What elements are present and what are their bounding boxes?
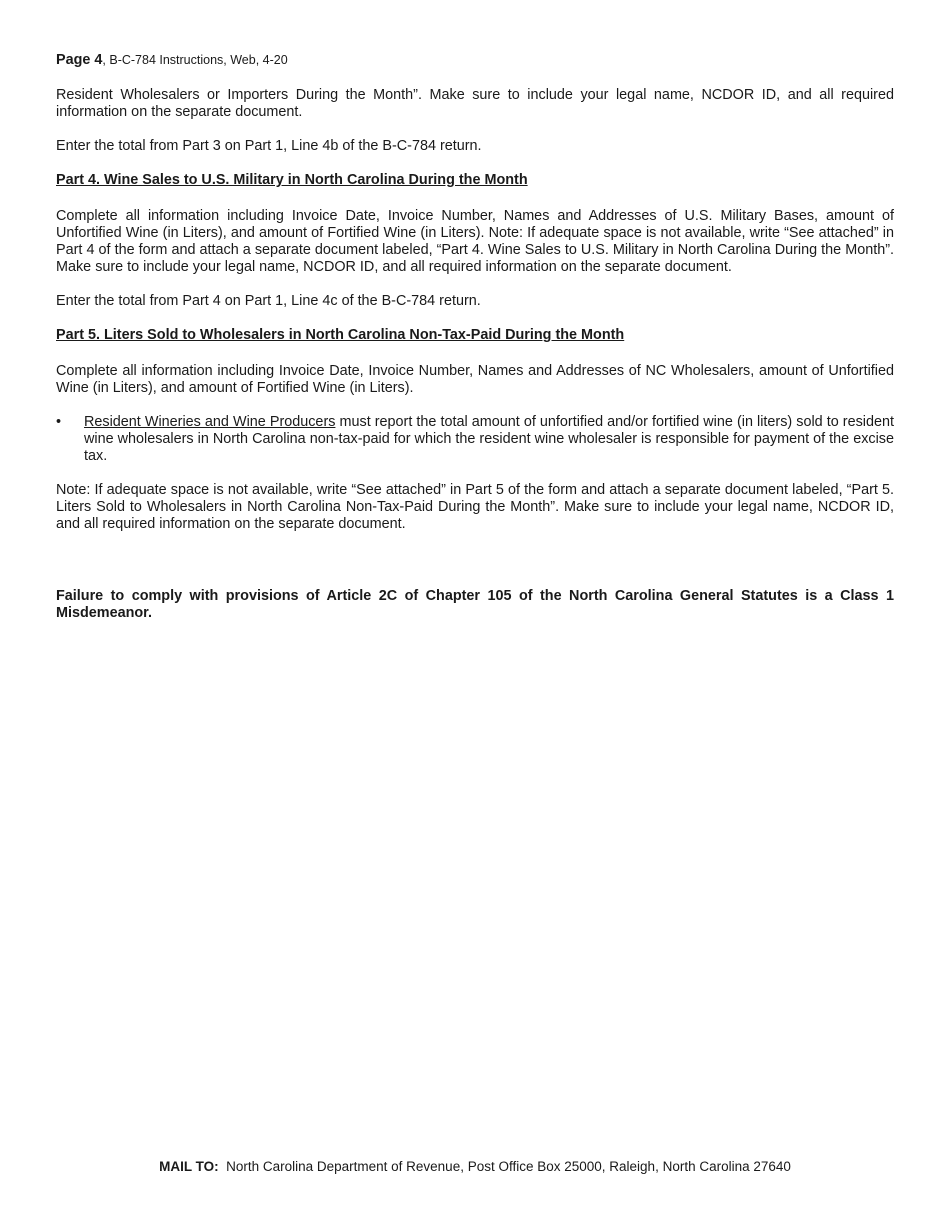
part4-total-instruction: Enter the total from Part 4 on Part 1, Line 4c of the B-C-784 return. (56, 293, 481, 309)
misdemeanor-warning: Failure to comply with provisions of Article 2C of Chapter 105 of the North Carolina General Statutes is a Class 1 Misdemeanor. (56, 588, 894, 621)
document-page (56, 52, 894, 639)
bullet-text: must report the total amount of unfortified and/or fortified wine (in liters) sold to resident wine wholesalers in North Carolina non-tax-paid for which the resident wine wholesaler is responsible for payment of the excise tax. (84, 414, 894, 464)
bullet-lead-term: Resident Wineries and Wine Producers (84, 414, 336, 430)
part4-body: Complete all information including Invoice Date, Invoice Number, Names and Addresses of U.S. Military Bases, amount of Unfortified Wine (in Liters), and amount of Fortified Wine (in Liters). Note: If adequate space is not available, write “See attached” in Part 4 of the form and attach a separate document labeled, “Part 4. Wine Sales to U.S. Military in North Carolina During the Month”. Make sure to include your legal name, NCDOR ID, and all required information on the separate document. (56, 208, 894, 275)
part3-total-instruction: Enter the total from Part 3 on Part 1, Line 4b of the B-C-784 return. (56, 138, 482, 154)
page-header (56, 52, 894, 69)
bullet-symbol: • (56, 414, 62, 430)
mailing-footer (0, 1159, 950, 1174)
intro-continuation: Resident Wholesalers or Importers During the Month”. Make sure to include your legal name, NCDOR ID, and all required information on the separate document. (56, 87, 894, 120)
mailing-address: North Carolina Department of Revenue, Post Office Box 25000, Raleigh, North Carolina 27640 (218, 1159, 791, 1174)
part5-body: Complete all information including Invoice Date, Invoice Number, Names and Addresses of NC Wholesalers, amount of Unfortified Wine (in Liters), and amount of Fortified Wine (in Liters). (56, 363, 894, 396)
document-reference: , B-C-784 Instructions, Web, 4-20 (102, 53, 288, 67)
part4-heading: Part 4. Wine Sales to U.S. Military in North Carolina During the Month (56, 172, 528, 188)
page-number: Page 4 (56, 52, 103, 68)
part5-bullet-item (56, 414, 894, 465)
mail-to-label: MAIL TO: (159, 1159, 219, 1174)
part5-heading: Part 5. Liters Sold to Wholesalers in North Carolina Non-Tax-Paid During the Month (56, 327, 625, 343)
part5-note: Note: If adequate space is not available, write “See attached” in Part 5 of the form and attach a separate document labeled, “Part 5. Liters Sold to Wholesalers in North Carolina Non-Tax-Paid During the Month”. Make sure to include your legal name, NCDOR ID, and all required information on the separate document. (56, 482, 894, 532)
